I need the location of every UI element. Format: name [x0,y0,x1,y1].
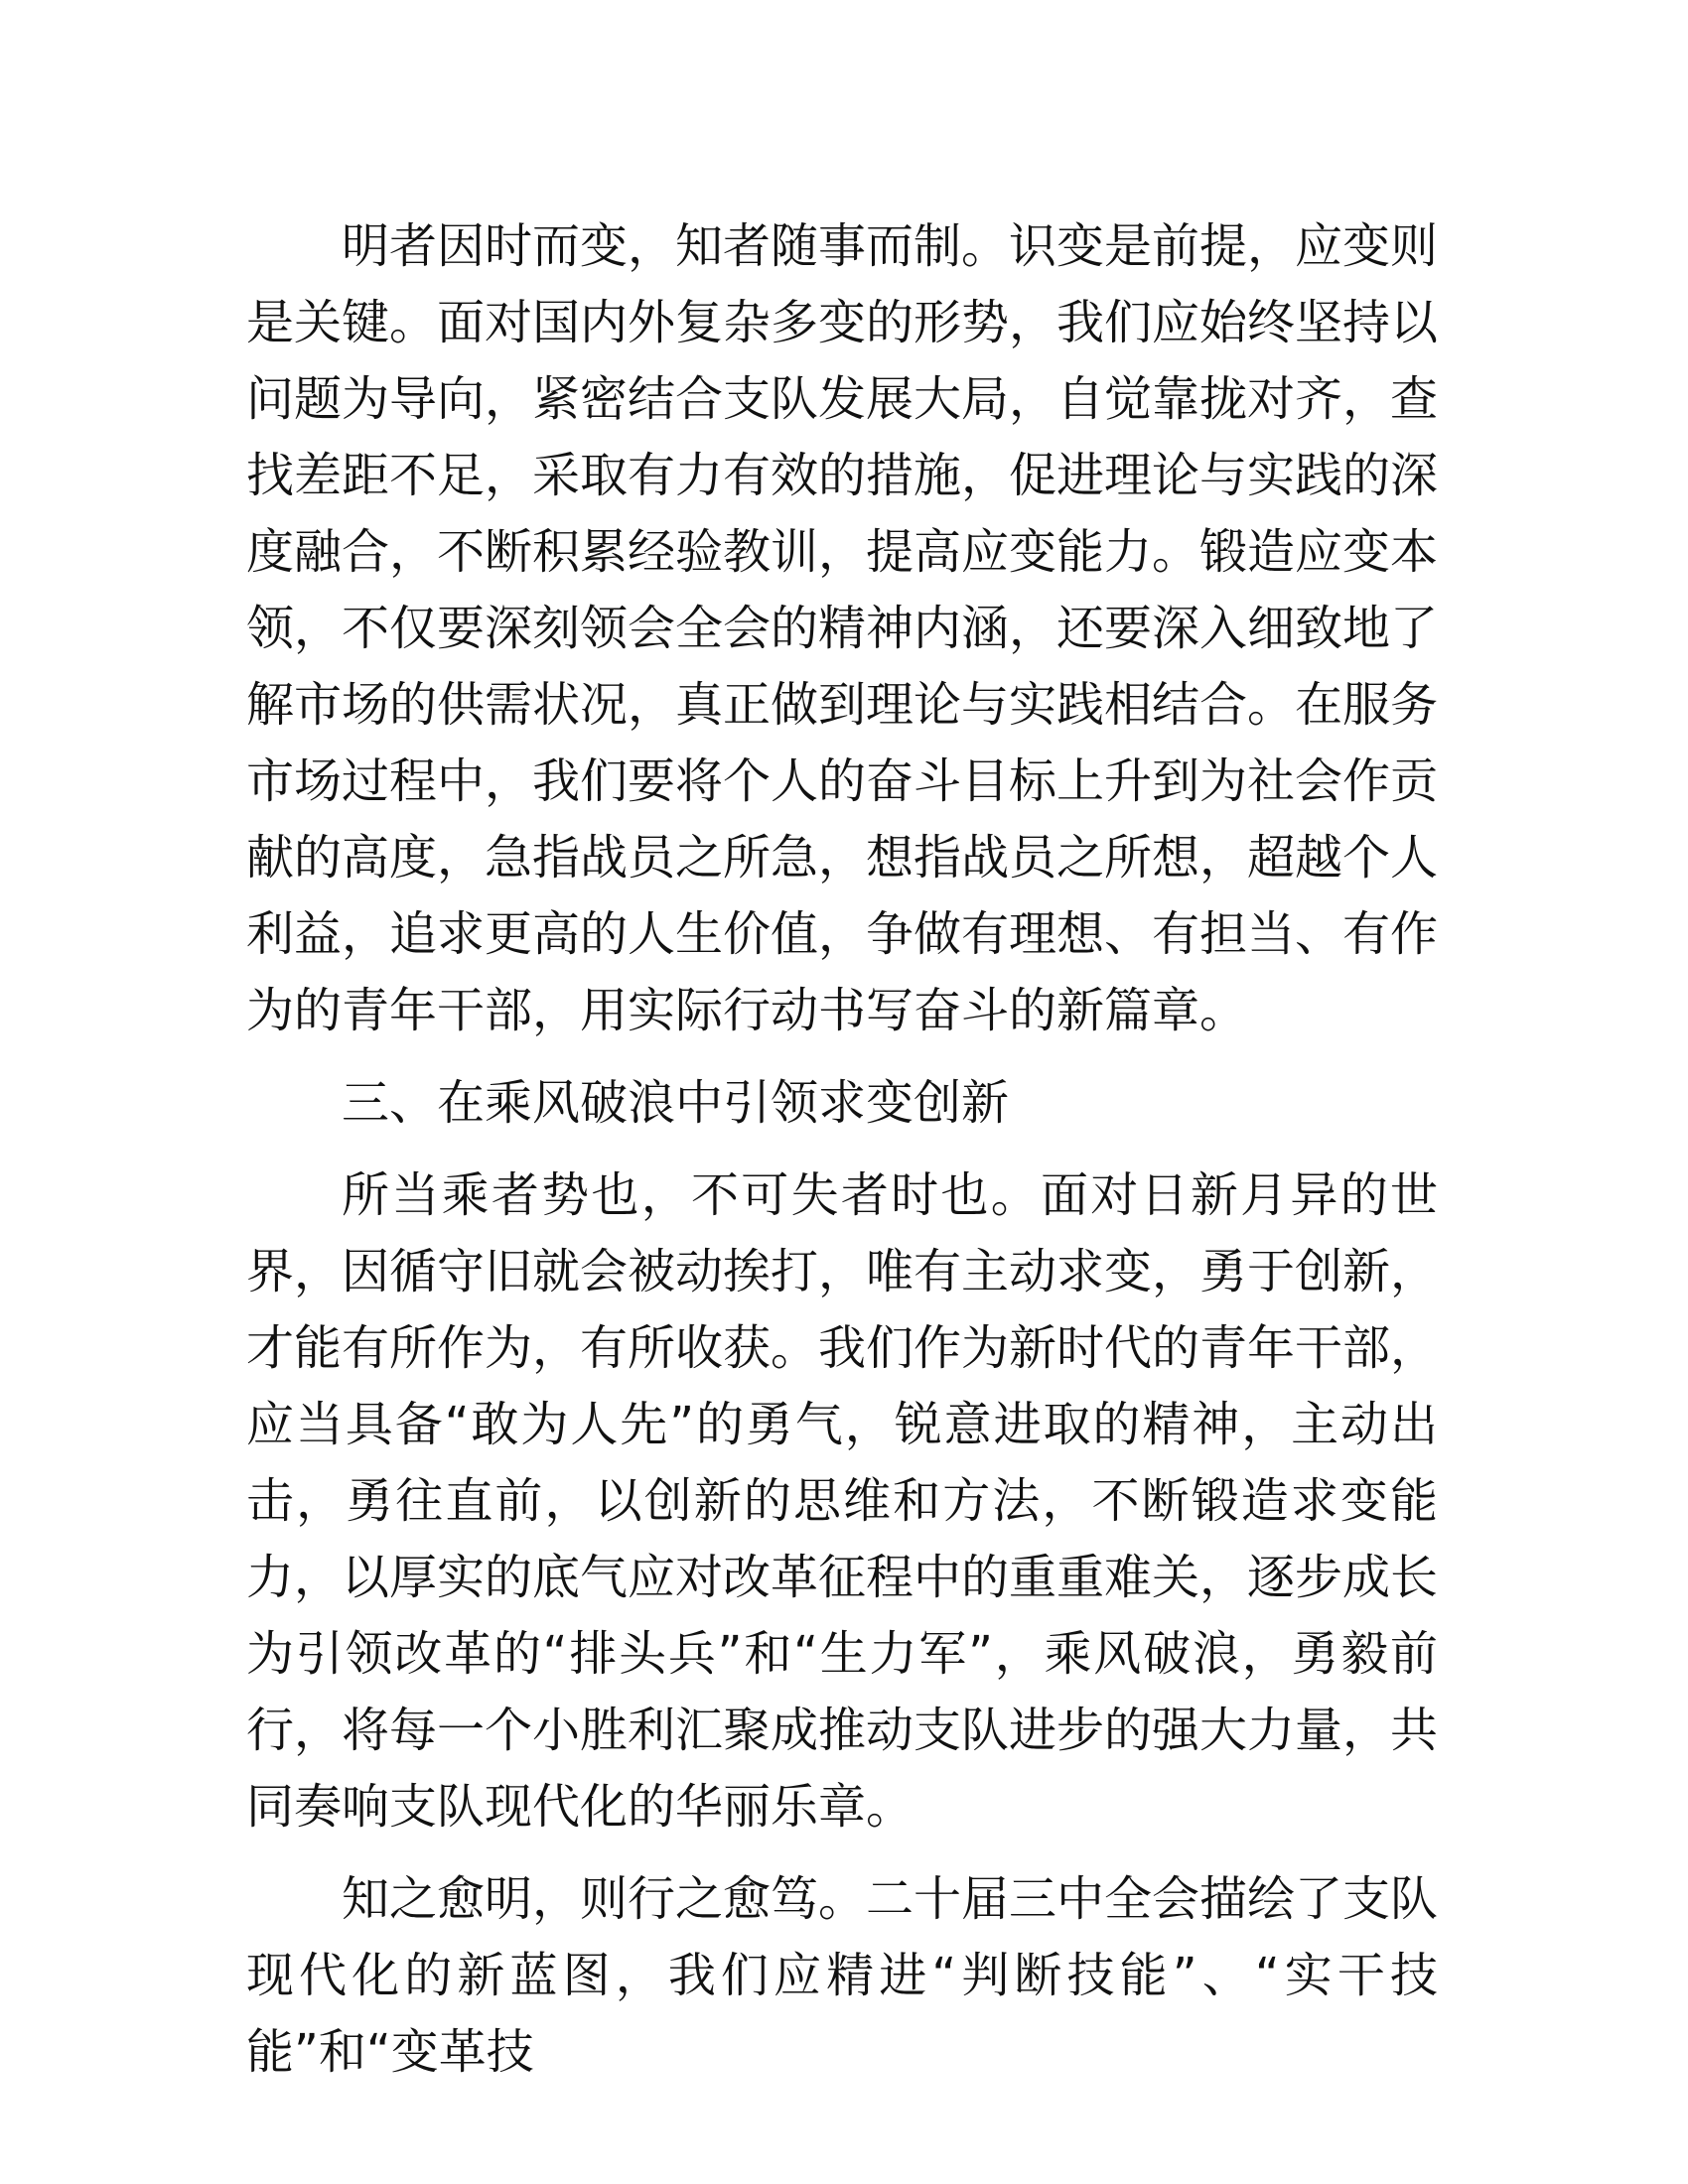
paragraph-seek-innovation: 所当乘者势也，不可失者时也。面对日新月异的世界，因循守旧就会被动挨打，唯有主动求变，勇于创新，才能有所作为，有所收获。我们作为新时代的青年干部，应当具备“敢为人先”的勇气，锐意进取的精神，主动出击，勇往直前，以创新的思维和方法，不断锻造求变能力，以厚实的底气应对改革征程中的重重难关，逐步成长为引领改革的“排头兵”和“生力军”，乘风破浪，勇毅前行，将每一个小胜利汇聚成推动支队进步的强大力量，共同奏响支队现代化的华丽乐章。 [246,1167,1439,1835]
document-body [246,208,1438,2091]
section-heading-3: 三、在乘风破浪中引领求变创新 [342,1075,1010,1131]
paragraph-adapt-to-change: 明者因时而变，知者随事而制。识变是前提，应变则是关键。面对国内外复杂多变的形势，我们应始终坚持以问题为导向，紧密结合支队发展大局，自觉靠拢对齐，查找差距不足，采取有力有效的措施，促进理论与实践的深度融合，不断积累经验教训，提高应变能力。锻造应变本领，不仅要深刻领会全会的精神内涵，还要深入细致地了解市场的供需状况，真正做到理论与实践相结合。在服务市场过程中，我们要将个人的奋斗目标上升到为社会作贡献的高度，急指战员之所急，想指战员之所想，超越个人利益，追求更高的人生价值，争做有理想、有担当、有作为的青年干部，用实际行动书写奋斗的新篇章。 [246,218,1439,1038]
paragraph-knowledge-action: 知之愈明，则行之愈笃。二十届三中全会描绘了支队现代化的新蓝图，我们应精进“判断技能”、“实干技能”和“变革技 [246,1871,1439,2080]
